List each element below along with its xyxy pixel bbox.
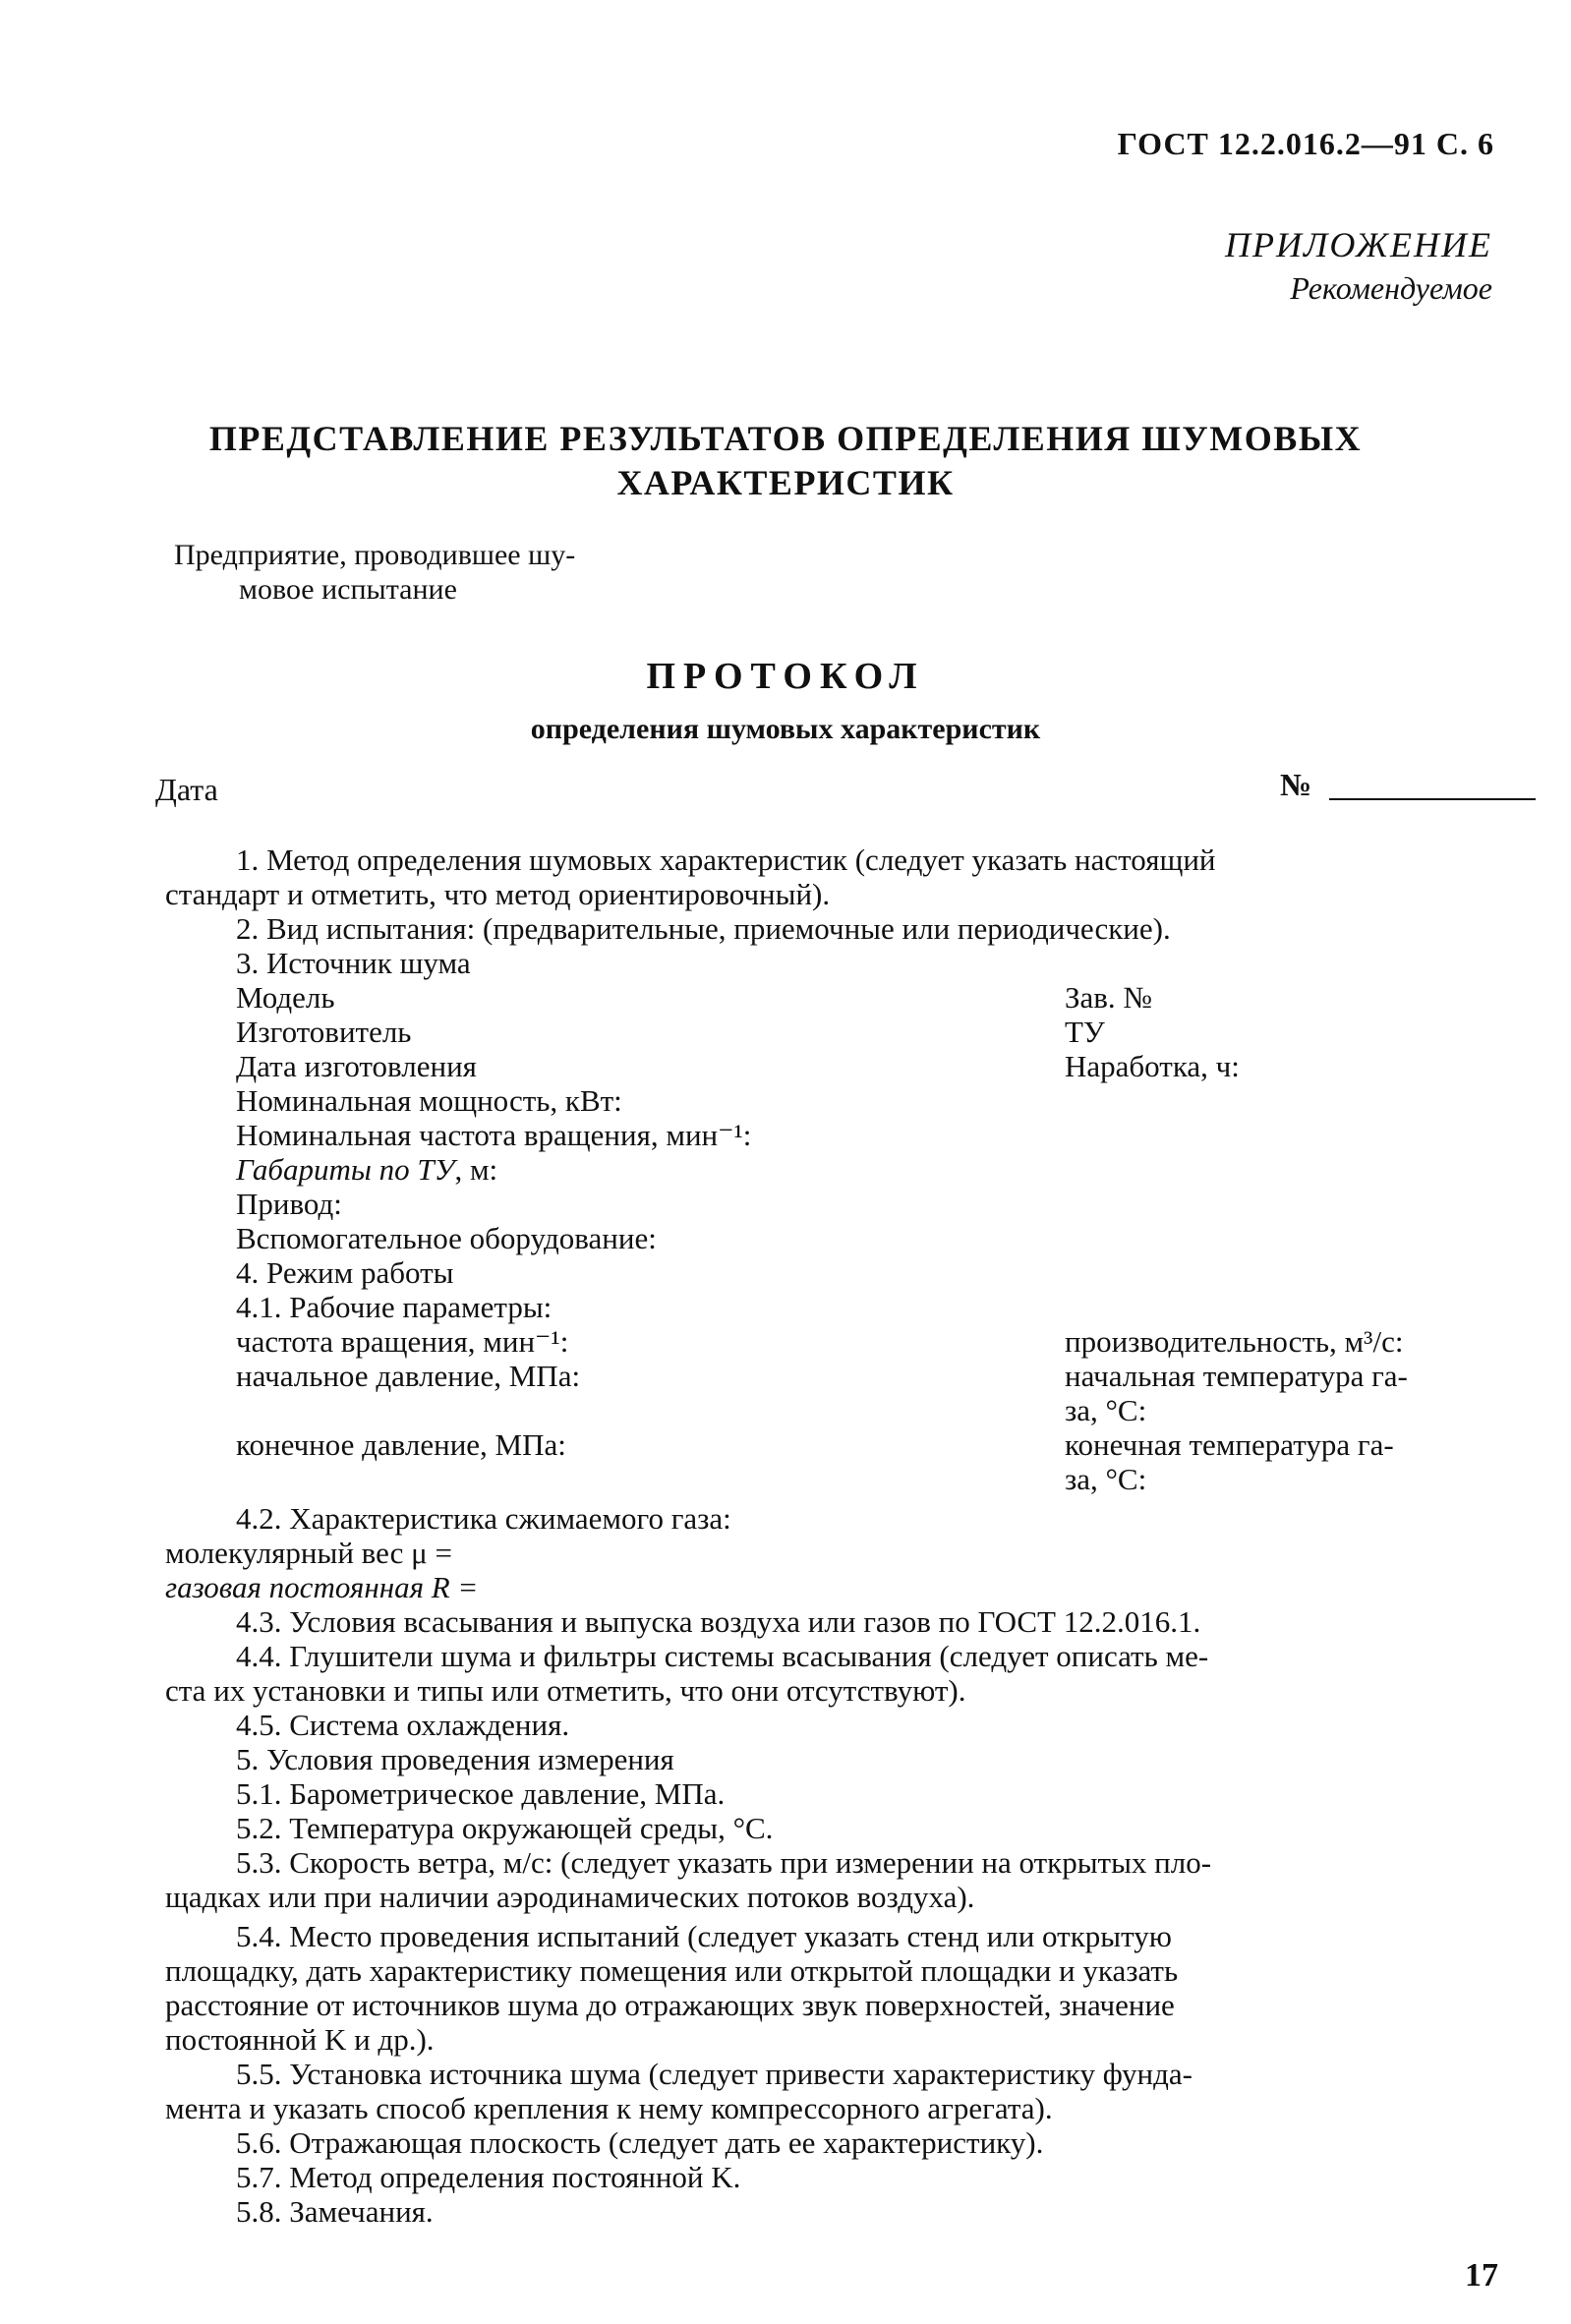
document-header: ГОСТ 12.2.016.2—91 С. 6 [1117,126,1494,161]
initial-temperature-line-2: за, °С: [1065,1393,1147,1427]
number-blank-line [1329,798,1536,800]
item-5: 5. Условия проведения измерения [236,1742,674,1776]
item-3: 3. Источник шума [236,946,471,980]
item-5-3-line-1: 5.3. Скорость ветра, м/с: (следует указать при измерении на открытых пло- [236,1845,1212,1880]
nominal-power-label: Номинальная мощность, кВт: [236,1083,622,1118]
initial-temperature-line-1: начальная температура га- [1065,1359,1408,1393]
item-4-1: 4.1. Рабочие параметры: [236,1290,553,1324]
dimensions-label [236,1152,497,1188]
dimensions-label-unit: , м: [454,1152,498,1187]
serial-label: Зав. № [1065,980,1153,1015]
section-title-line-2: ХАРАКТЕРИСТИК [616,463,955,502]
enterprise-label-line-2: мовое испытание [239,573,457,606]
model-label: Модель [236,980,335,1015]
item-4: 4. Режим работы [236,1255,454,1290]
rotation-speed-label: частота вращения, мин⁻¹: [236,1324,569,1359]
item-4-4-line-1: 4.4. Глушители шума и фильтры системы всасывания (следует описать ме- [236,1639,1209,1673]
final-pressure-label: конечное давление, МПа: [236,1427,566,1462]
item-5-8: 5.8. Замечания. [236,2194,434,2229]
aux-equipment-label: Вспомогательное оборудование: [236,1221,657,1255]
enterprise-label-line-1: Предприятие, проводившее шу- [174,539,576,571]
item-5-5-line-1: 5.5. Установка источника шума (следует привести характеристику фунда- [236,2057,1193,2091]
manufacture-date-label: Дата изготовления [236,1049,477,1083]
appendix-label: ПРИЛОЖЕНИЕ [1225,225,1492,264]
manufacturer-label: Изготовитель [236,1015,412,1049]
molecular-weight-label: молекулярный вес μ = [165,1536,453,1570]
capacity-label: производительность, м³/с: [1065,1324,1404,1359]
item-5-4-line-4: постоянной K и др.). [165,2022,435,2057]
item-5-1: 5.1. Барометрическое давление, МПа. [236,1776,726,1811]
item-5-4-line-3: расстояние от источников шума до отражающих звук поверхностей, значение [165,1988,1175,2022]
item-1-line-1: 1. Метод определения шумовых характеристик (следует указать настоящий [236,842,1216,877]
item-4-5: 4.5. Система охлаждения. [236,1708,570,1742]
final-temperature-line-1: конечная температура га- [1065,1427,1394,1462]
item-2: 2. Вид испытания: (предварительные, приемочные или периодические). [236,911,1171,946]
runtime-label: Наработка, ч: [1065,1049,1240,1083]
item-5-7: 5.7. Метод определения постоянной K. [236,2160,741,2194]
item-5-2: 5.2. Температура окружающей среды, °С. [236,1811,774,1845]
protocol-subtitle: определения шумовых характеристик [530,713,1041,745]
initial-pressure-label: начальное давление, МПа: [236,1359,581,1393]
section-title-line-1: ПРЕДСТАВЛЕНИЕ РЕЗУЛЬТАТОВ ОПРЕДЕЛЕНИЯ ШУМОВЫХ [208,419,1363,458]
item-5-5-line-2: мента и указать способ крепления к нему компрессорного агрегата). [165,2091,1053,2125]
gas-constant-label: газовая постоянная R = [165,1570,479,1604]
date-label: Дата [155,772,218,807]
item-5-3-line-2: щадках или при наличии аэродинамических потоков воздуха). [165,1880,975,1914]
item-5-6: 5.6. Отражающая плоскость (следует дать ее характеристику). [236,2125,1044,2160]
item-4-4-line-2: ста их установки и типы или отметить, что они отсутствуют). [165,1673,966,1708]
number-label: № [1280,767,1312,802]
item-5-4-line-2: площадку, дать характеристику помещения или открытой площадки и указать [165,1953,1179,1988]
final-temperature-line-2: за, °С: [1065,1462,1147,1496]
protocol-title: ПРОТОКОЛ [646,656,925,697]
appendix-status: Рекомендуемое [1290,270,1492,306]
drive-label: Привод: [236,1187,342,1221]
item-1-line-2: стандарт и отметить, что метод ориентировочный). [165,877,831,911]
tu-label: ТУ [1065,1015,1105,1049]
item-4-2: 4.2. Характеристика сжимаемого газа: [236,1501,731,1536]
nominal-speed-label: Номинальная частота вращения, мин⁻¹: [236,1118,752,1152]
dimensions-label-italic: Габариты по ТУ [236,1152,455,1187]
page-number: 17 [1465,2257,1498,2294]
item-5-4-line-1: 5.4. Место проведения испытаний (следует указать стенд или открытую [236,1919,1172,1953]
item-4-3: 4.3. Условия всасывания и выпуска воздуха или газов по ГОСТ 12.2.016.1. [236,1604,1201,1639]
